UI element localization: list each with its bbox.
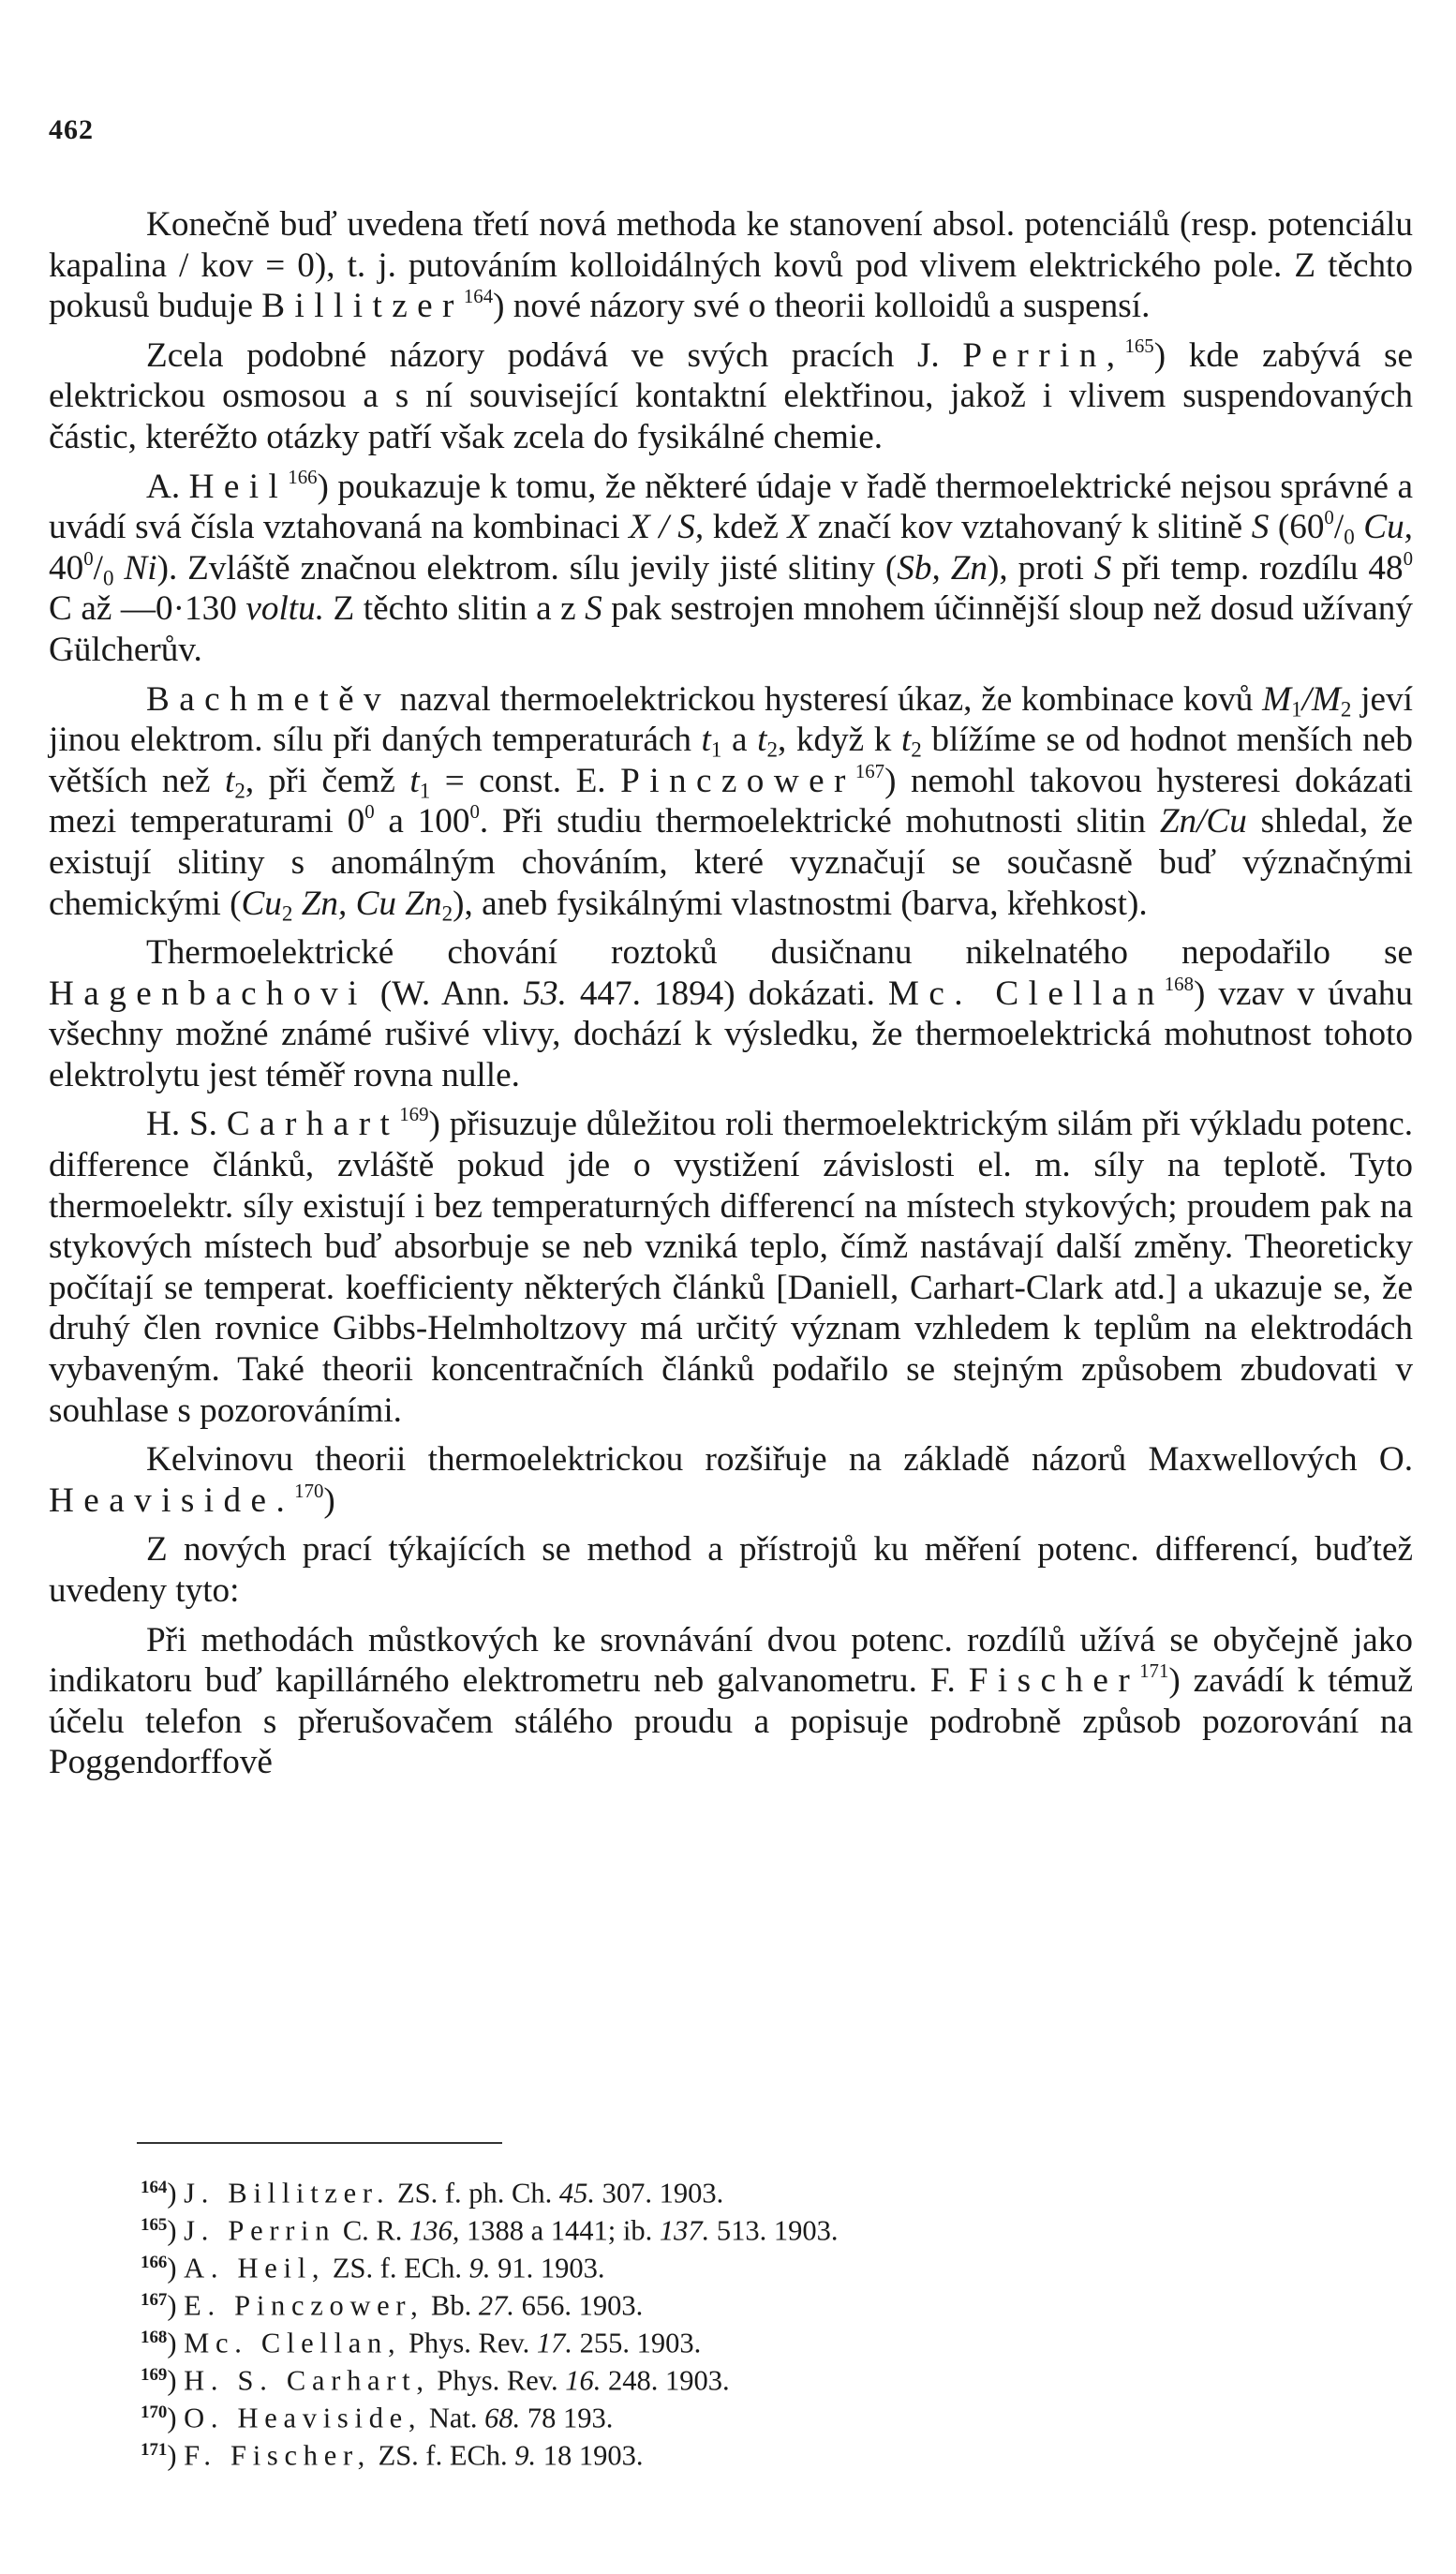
text-run: a (721, 721, 758, 760)
text-run: Phys. Rev. (401, 2327, 537, 2359)
italic-word: voltu. (245, 589, 324, 629)
text-run: shledal, že existují slitiny s anomálným chováním, které vyznačují se současně buď význačnými chemickými ( (49, 802, 1414, 923)
page-number: 462 (49, 114, 94, 145)
footnote-168: $^{168}$) Mc. Clellan, Phys. Rev. 17. 255. 1903. (141, 2327, 702, 2359)
text-run: Bb. (423, 2289, 479, 2322)
percent-slash: / (93, 548, 103, 588)
text-run: při temp. rozdílu 48 (1111, 548, 1404, 588)
footnote-167: $^{167}$) E. Pinczower, Bb. 27. 656. 1903. (141, 2289, 644, 2322)
subscript: 2 (1340, 695, 1352, 721)
author-name: Perrin, (962, 335, 1125, 375)
text-run: ZS. f. ECh. (370, 2439, 515, 2472)
text-run: Konečně buď uvedena třetí nová methoda ke stanovení absol. potenciálů (resp. potenciálu kapalina / kov = 0), t. j. putováním kolloidálných kovů pod vlivem elektrického pole. Z těchto pokusů buduje (49, 205, 1413, 326)
author-name: Bachmetěv (146, 679, 392, 719)
volume-number: 136, (409, 2214, 460, 2247)
paragraph-5 (49, 932, 1413, 1095)
text-run: blížíme se od hodnot menších neb větších než (49, 721, 1413, 800)
volume-number: 45. (558, 2177, 595, 2209)
formula: Zn/Cu (1159, 802, 1247, 841)
subscript: 1 (1291, 695, 1302, 721)
text-run: Zcela podobné názory podává ve svých pracích J. (146, 335, 963, 375)
formula: t (757, 721, 767, 760)
text-run: 78 193. (520, 2402, 614, 2434)
volume-number: 9. (514, 2439, 537, 2472)
text-run: ) (323, 1480, 335, 1520)
footnote-ref: 167 (854, 759, 885, 782)
author-name: Carhart (226, 1105, 400, 1144)
percent-sub: 0 (1344, 524, 1355, 549)
author-name: Billitzer (261, 287, 464, 326)
text-run: 447. 1894) dokázati. (566, 974, 888, 1013)
formula: X / S, (629, 508, 705, 547)
volume-number: 68. (484, 2402, 521, 2434)
main-text (49, 204, 1413, 1792)
footnote-divider (137, 2142, 502, 2144)
text-run: ) přisuzuje důležitou roli thermoelektrickým silám při výkladu potenc. difference článků, zvláště pokud jde o vystižení závislosti el. m. síly na teplotě. Tyto thermoelektr. síly existují i bez temperaturných differencí na místech stykových; proudem pak na stykových místech buď absorbuje se neb vzniká teplo, čímž nastávají další změny. Theoreticky počítají se temperat. koefficienty některých článků [Daniell, Carhart-Clark atd.] a ukazuje se, že druhý člen rovnice Gibbs-Helmholtzovy má určitý význam vzhledem k teplům na elektrodách vybaveným. Také theorii koncentračních článků podařilo se stejným způsobem zbudovati v souhlase s pozorováními. (49, 1105, 1413, 1430)
text-run: Phys. Rev. (429, 2364, 566, 2397)
formula: Zn, Cu Zn (292, 884, 442, 923)
footnote-ref: 164 (463, 285, 494, 308)
text-run: , při čemž (245, 761, 410, 800)
volume-number: 53. (523, 974, 567, 1013)
text-run: 656. 1903. (514, 2289, 644, 2322)
text-run: A. (146, 467, 189, 506)
text-run: . Při studiu thermoelektrické mohutnosti slitin (479, 802, 1160, 841)
text-run: ) poukazuje k tomu, že některé údaje v řadě thermoelektrické nejsou správné a uvádí svá čísla vztahovaná na kombinaci (49, 467, 1414, 547)
text-run: (60 (1269, 508, 1325, 547)
text-run: značí kov vztahovaný k slitině (809, 508, 1252, 547)
text-run: ). Zvláště značnou elektrom. sílu jevily jisté slitiny ( (156, 548, 898, 588)
text-run: 255. 1903. (572, 2327, 702, 2359)
text-run: ), aneb fysikálnými vlastnostmi (barva, křehkost). (453, 884, 1148, 923)
formula: Cu, (1363, 508, 1413, 547)
formula: Ni (124, 548, 157, 588)
volume-number: 9. (468, 2252, 491, 2284)
text-run: , když k (777, 721, 901, 760)
formula: S (1251, 508, 1270, 547)
paragraph-1 (49, 204, 1413, 327)
text-run: 91. 1903. (490, 2252, 605, 2284)
formula: t (409, 761, 420, 800)
percent-slash: / (1333, 508, 1345, 547)
footnote-171: $^{171}$) F. Fischer, ZS. f. ECh. 9. 18 1903. (141, 2439, 644, 2472)
author-name: Heaviside. (49, 1480, 295, 1520)
formula: /M (1301, 679, 1341, 719)
footnote-author: H. S. Carhart, (184, 2364, 430, 2397)
footnote-author: A. Heil, (184, 2252, 326, 2284)
footnote-ref: 170 (294, 1479, 324, 1502)
text-run: 18 1903. (536, 2439, 644, 2472)
text-run: kdež (704, 508, 788, 547)
paragraph-9 (49, 1620, 1413, 1783)
paragraph-4 (49, 679, 1413, 925)
paragraph-6 (49, 1104, 1413, 1431)
text-run: Kelvinovu theorii thermoelektrickou rozšiřuje na základě názorů Maxwellových O. (146, 1440, 1413, 1480)
footnote-165: $^{165}$) J. Perrin C. R. 136, 1388 a 1441; ib. 137. 513. 1903. (141, 2214, 839, 2247)
footnote-ref: 171 (1139, 1659, 1169, 1683)
formula: S (585, 589, 602, 629)
text-run: Thermoelektrické chování roztoků dusičnanu nikelnatého nepodařilo se (146, 933, 1413, 973)
text-run: 513. 1903. (709, 2214, 839, 2247)
formula: X (787, 508, 810, 547)
text-run: ) nemohl takovou hysteresi dokázati mezi temperaturami 0 (49, 761, 1413, 841)
footnote-number: 169 (141, 2364, 168, 2385)
percent-sup: 0 (83, 546, 94, 570)
subscript: 2 (911, 736, 922, 762)
paragraph-7 (49, 1439, 1413, 1521)
text-run: Z nových prací týkajících se method a přístrojů ku měření potenc. differencí, buďtež uvedeny tyto: (49, 1530, 1413, 1610)
degree-sup: 0 (1403, 546, 1413, 570)
text-run: ZS. f. ECh. (325, 2252, 469, 2284)
footnote-author: Mc. Clellan, (184, 2327, 402, 2359)
volume-number: 27. (478, 2289, 514, 2322)
footnote-ref: 168 (1164, 972, 1194, 995)
formula: t (224, 761, 235, 800)
author-name: Pinczower (620, 761, 855, 800)
paragraph-8 (49, 1529, 1413, 1611)
footnote-number: 170 (141, 2402, 168, 2422)
footnote-ref: 169 (399, 1103, 429, 1126)
text-run: (W. Ann. (366, 974, 524, 1013)
footnote-author: E. Pinczower, (184, 2289, 424, 2322)
footnote-number: 165 (141, 2214, 168, 2235)
footnote-author: O. Heaviside, (184, 2402, 423, 2434)
footnote-author: J. Billitzer. (184, 2177, 391, 2209)
footnote-ref: 166 (288, 465, 318, 488)
text-run: jeví jinou elektrom. sílu při daných temperaturách (49, 679, 1413, 760)
footnote-ref: 165 (1124, 334, 1154, 357)
text-run: Nat. (422, 2402, 485, 2434)
text-run: ) vzav v úvahu všechny možné známé rušivé vlivy, dochází k výsledku, že thermoelektrická mohutnost tohoto elektrolytu jest téměř rovna nulle. (49, 974, 1413, 1094)
text-run: = const. E. (430, 761, 621, 800)
footnote-number: 164 (141, 2178, 168, 2197)
footnote-166: $^{166}$) A. Heil, ZS. f. ECh. 9. 91. 1903. (141, 2252, 605, 2284)
subscript: 2 (234, 778, 245, 803)
formula: Sb, Zn (897, 548, 988, 588)
formula: M (1262, 679, 1292, 719)
footnote-number: 166 (141, 2252, 168, 2272)
text-run: ) kde zabývá se elektrickou osmosou a s ní související kontaktní elektřinou, jakož i vlivem suspendovaných částic, kteréžto otázky patří však zcela do fysikálné chemie. (49, 335, 1413, 456)
footnote-170: $^{170}$) O. Heaviside, Nat. 68. 78 193. (141, 2402, 614, 2434)
volume-number: 16. (565, 2364, 602, 2397)
subscript: 1 (710, 736, 722, 762)
text-run: nazval thermoelektrickou hysteresí úkaz, že kombinace kovů (391, 679, 1263, 719)
footnote-164: $^{164}$) J. Billitzer. ZS. f. ph. Ch. 45. 307. 1903. (141, 2177, 724, 2209)
degree-sup: 0 (469, 800, 480, 824)
author-name: Heil (188, 467, 289, 506)
footnotes (141, 2172, 1265, 2472)
footnote-number: 168 (141, 2327, 168, 2347)
footnote-number: 167 (141, 2289, 168, 2310)
text-run: ZS. f. ph. Ch. (390, 2177, 559, 2209)
author-name: Fischer (968, 1661, 1140, 1701)
text-run: 307. 1903. (595, 2177, 724, 2209)
subscript: 2 (441, 900, 453, 925)
text-run: Z těchto slitin a z (324, 589, 586, 629)
text-run: 248. 1903. (601, 2364, 730, 2397)
text-run: H. S. (146, 1105, 227, 1144)
author-name: Hagenbachovi (49, 974, 367, 1013)
footnote-author: F. Fischer, (184, 2439, 371, 2472)
paragraph-3 (49, 467, 1413, 671)
formula: S (1093, 548, 1112, 588)
subscript: 2 (766, 736, 778, 762)
subscript: 1 (419, 778, 431, 803)
text-run: 1388 a 1441; ib. (459, 2214, 660, 2247)
footnote-169: $^{169}$) H. S. Carhart, Phys. Rev. 16. 248. 1903. (141, 2364, 730, 2397)
text-run: ) nové názory své o theorii kolloidů a suspensí. (493, 287, 1151, 326)
percent-sup: 0 (1324, 506, 1334, 529)
volume-number: 17. (536, 2327, 573, 2359)
author-name: Mc. Clellan (887, 974, 1165, 1013)
text-run: Při methodách můstkových ke srovnávání dvou potenc. rozdílů užívá se obyčejně jako indikatoru buď kapillárného elektrometru neb galvanometru. F. (49, 1620, 1413, 1701)
formula: Cu (241, 884, 282, 923)
paragraph-2 (49, 335, 1413, 458)
formula: t (900, 721, 912, 760)
text-run: ) zavádí k témuž účelu telefon s přerušovačem stálého proudu a popisuje podrobně způsob pozorování na Poggendorffově (49, 1661, 1413, 1782)
footnote-author: J. Perrin (184, 2214, 336, 2247)
text-run: a 100 (374, 802, 470, 841)
volume-number: 137. (659, 2214, 710, 2247)
text-run: ), proti (987, 548, 1094, 588)
text-run: C až —0·130 (49, 589, 246, 629)
text-run: C. R. (335, 2214, 410, 2247)
text-run: pak sestrojen mnohem účinnější sloup než dosud užívaný Gülcherův. (49, 589, 1413, 669)
subscript: 2 (281, 900, 293, 925)
percent-sub: 0 (102, 565, 114, 590)
footnote-number: 171 (141, 2439, 168, 2460)
text-run: 40 (49, 548, 84, 588)
degree-sup: 0 (364, 800, 375, 824)
formula: t (701, 721, 711, 760)
